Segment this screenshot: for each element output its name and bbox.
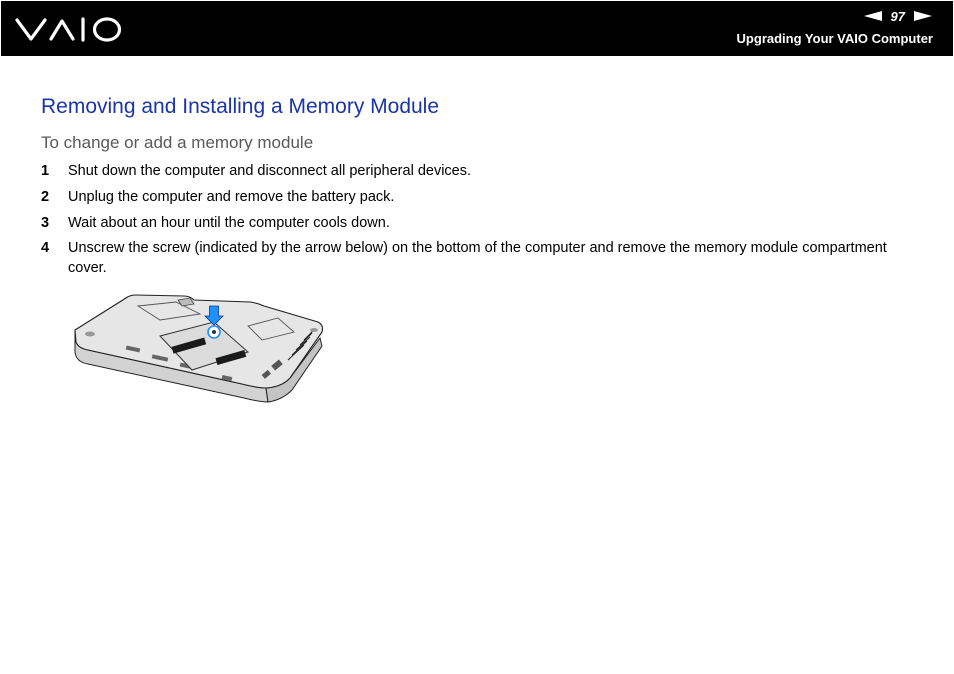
laptop-bottom-illustration — [72, 292, 328, 404]
step-text: Unplug the computer and remove the battery pack. — [68, 189, 395, 205]
procedure-heading: To change or add a memory module — [41, 133, 314, 152]
arrow-left-icon[interactable] — [863, 10, 883, 22]
step-text: Shut down the computer and disconnect all peripheral devices. — [68, 163, 472, 179]
step-text: Unscrew the screw (indicated by the arrow below) on the bottom of the computer and remove the memory module compartment cover. — [68, 240, 887, 276]
arrow-right-icon[interactable] — [913, 10, 933, 22]
step-number: 3 — [41, 215, 50, 231]
page-header — [1, 1, 953, 56]
page-navigation — [863, 7, 933, 25]
step-text: Wait about an hour until the computer cools down. — [68, 215, 390, 231]
vaio-logo — [15, 14, 123, 44]
step-number: 4 — [41, 240, 50, 256]
page-number: 97 — [890, 8, 905, 24]
page-title: Removing and Installing a Memory Module — [41, 95, 440, 118]
step-number: 1 — [41, 163, 50, 179]
step-number: 2 — [41, 189, 50, 205]
section-title: Upgrading Your VAIO Computer — [736, 31, 933, 46]
